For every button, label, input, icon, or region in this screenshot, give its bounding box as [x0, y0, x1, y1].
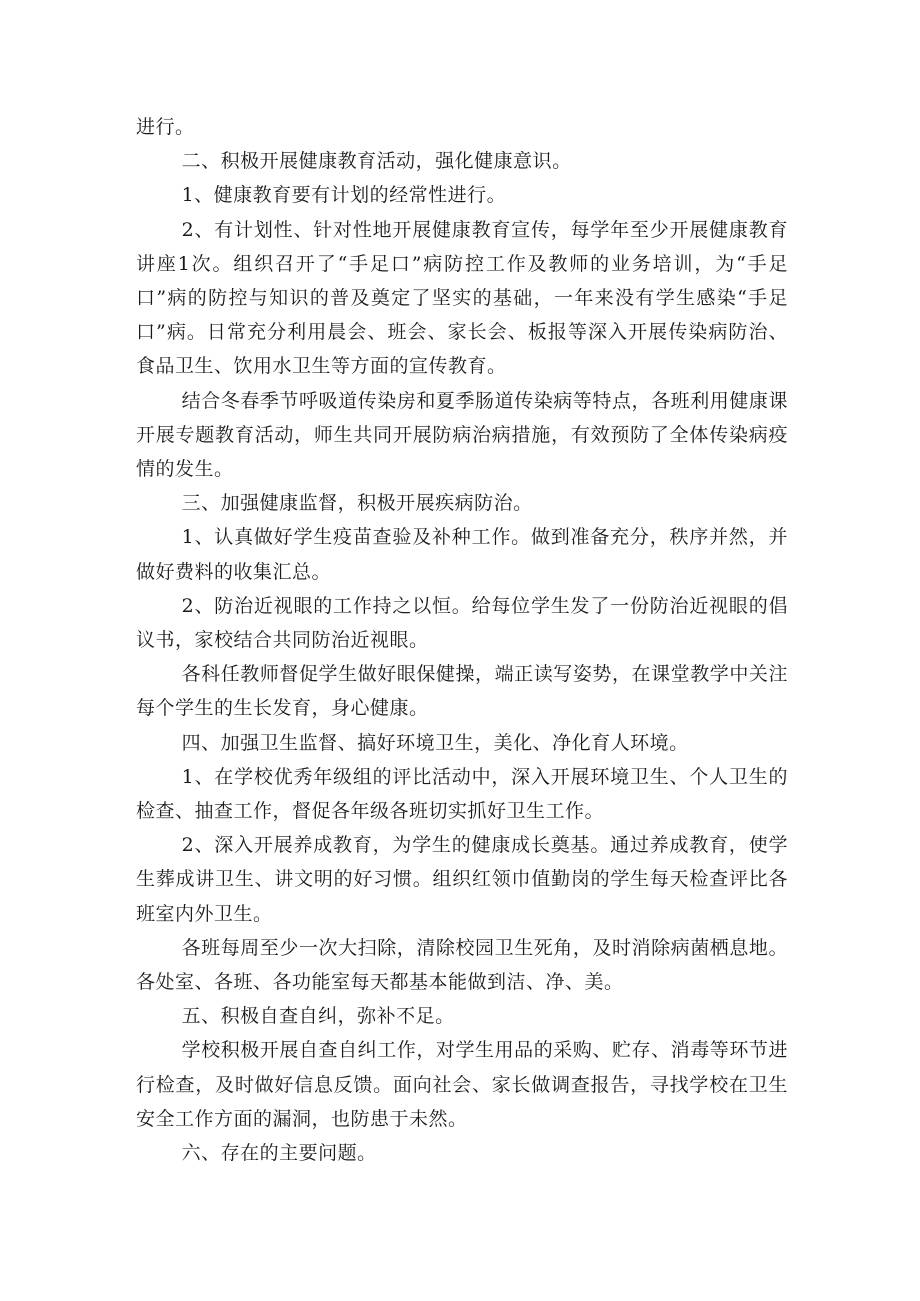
paragraph: 2、深入开展养成教育，为学生的健康成长奠基。通过养成教育，使学生葬成讲卫生、讲文明的好习惯。组织红领巾值勤岗的学生每天检查评比各班室内外卫生。: [136, 834, 788, 925]
section-heading-4: 四、加强卫生监督、搞好环境卫生，美化、净化育人环境。: [181, 731, 689, 754]
document-body: [136, 110, 788, 1170]
paragraph: 2、有计划性、针对性地开展健康教育宣传，每学年至少开展健康教育讲座1次。组织召开了“手足口”病防控工作及教师的业务培训，为“手足口”病的防控与知识的普及奠定了坚实的基础，一年来没有学生感染“手足口”病。日常充分利用晨会、班会、家长会、板报等深入开展传染病防治、食品卫生、饮用水卫生等方面的宣传教育。: [136, 218, 788, 378]
paragraph: 1、健康教育要有计划的经常性进行。: [181, 184, 507, 207]
paragraph: 学校积极开展自查自纠工作，对学生用品的采购、贮存、消毒等环节进行检查，及时做好信息反馈。面向社会、家长做调查报告，寻找学校在卫生安全工作方面的漏洞，也防患于未然。: [136, 1039, 788, 1130]
section-heading-5: 五、积极自查自纠，弥补不足。: [181, 1005, 455, 1028]
paragraph: 结合冬春季节呼吸道传染房和夏季肠道传染病等特点，各班利用健康课开展专题教育活动，师生共同开展防病治病措施，有效预防了全体传染病疫情的发生。: [136, 389, 788, 481]
section-heading-3: 三、加强健康监督，积极开展疾病防治。: [181, 492, 533, 515]
paragraph: 1、认真做好学生疫苗查验及补种工作。做到准备充分，秩序并然，并做好费料的收集汇总。: [136, 526, 788, 583]
paragraph: 各科任教师督促学生做好眼保健操，端正读写姿势，在课堂教学中关注每个学生的生长发育，身心健康。: [136, 663, 788, 720]
paragraph: 1、在学校优秀年级组的评比活动中，深入开展环境卫生、个人卫生的检查、抽查工作，督促各年级各班切实抓好卫生工作。: [136, 765, 788, 823]
paragraph-continuation: 进行。: [136, 116, 195, 138]
paragraph: 2、防治近视眼的工作持之以恒。给每位学生发了一份防治近视眼的倡议书，家校结合共同防治近视眼。: [136, 594, 788, 652]
paragraph: 各班每周至少一次大扫除，清除校园卫生死角，及时消除病菌栖息地。各处室、各班、各功能室每天都基本能做到洁、净、美。: [136, 936, 788, 994]
section-heading-2: 二、积极开展健康教育活动，强化健康意识。: [181, 150, 572, 173]
section-heading-6: 六、存在的主要问题。: [181, 1142, 377, 1165]
